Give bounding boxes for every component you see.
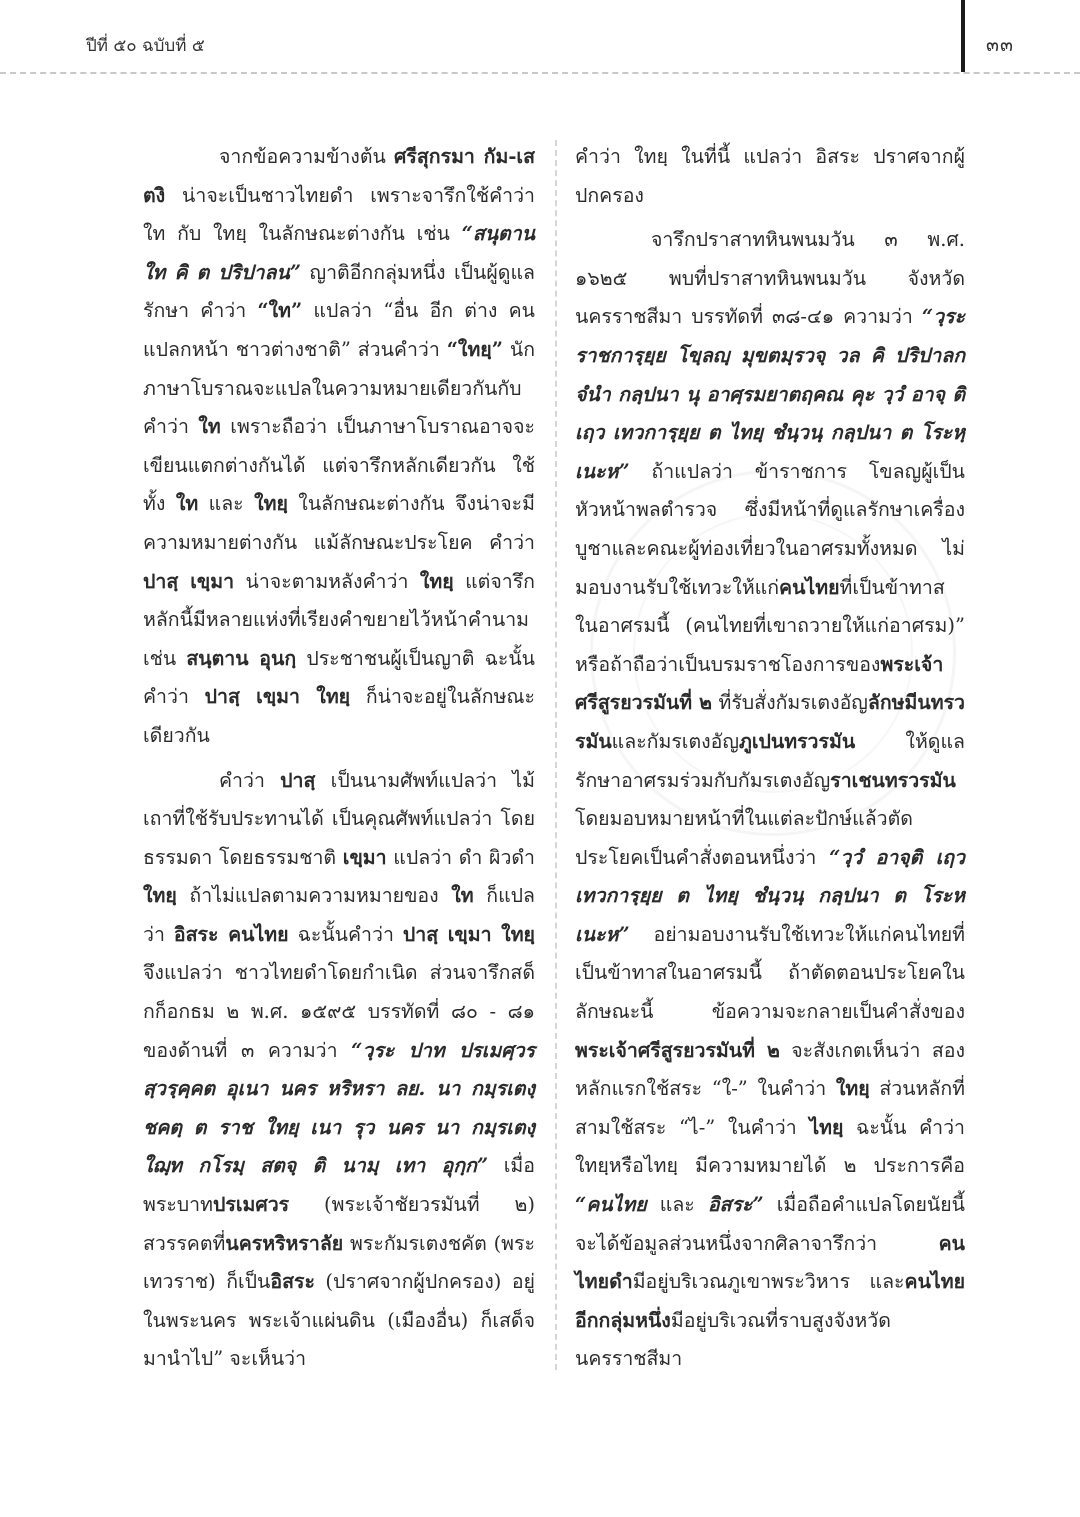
emphasized-text: “วฺระ ราชการฺยฺย โขฺลญฺ มุขตมฺรวจฺ วล คิ ปริปาลก จํนำ กลฺปนา นุ อาศฺรมยาตฤคณ คุะ วฺวํ อาจฺ ติ เฤว เทวการฺยฺย ต ไทยฺ ชํนฺวนฺ กลฺปนา ต โระหฺ เนะห”: [575, 305, 965, 483]
emphasized-text: ปาสฺ: [280, 768, 316, 792]
emphasized-text: ใทยฺ: [254, 492, 288, 516]
text-run: ที่เป็นข้าทาสในอาศรมนี้ (คนไทยที่เขาถวายให้แก่อาศรม)” หรือถ้าถือว่าเป็นบรมราชโองการของ: [575, 575, 965, 676]
text-run: เมื่อถือคำแปลโดยนัยนี้ จะได้ข้อมูลส่วนหนึ่งจากศิลาจารึกว่า: [575, 1193, 965, 1255]
text-run: นักภาษาโบราณจะแปลในความหมายเดียวกันกับคำว่า: [143, 337, 535, 439]
emphasized-text: ใท: [175, 492, 199, 516]
emphasized-text: “สนุตาน ใท คิ ต ปริปาลน”: [143, 222, 535, 284]
emphasized-text: ปาสฺ เขฺมา ใทยฺ: [204, 685, 351, 709]
text-run: (ปราศจากผู้ปกครอง) อยู่ในพระนคร พระเจ้าแผ่นดิน (เมืองอื่น) ก็เสด็จมานำไป” จะเห็นว่า: [143, 1270, 535, 1371]
text-run: เพราะถือว่า เป็นภาษาโบราณอาจจะเขียนแตกต่างกันได้ แต่จารึกหลักเดียวกัน ใช้ทั้ง: [143, 415, 535, 516]
column-divider: [555, 140, 557, 1370]
emphasized-text: พระเจ้าศรีสูรยวรมันที่ ๒: [575, 652, 944, 715]
text-run: จารึกปราสาทหินพนมวัน ๓ พ.ศ. ๑๖๒๕ พบที่ปราสาทหินพนมวัน จังหวัดนครราชสีมา บรรทัดที่ ๓๘-๔๑ ความว่า: [575, 228, 965, 329]
right-column: [575, 138, 965, 1379]
emphasized-text: “วฺวํ อาจฺติ เฤว เทวการฺยฺย ต ไทยฺ ชํนฺวนฺ กลฺปนา ต โระห เนะห”: [575, 845, 965, 946]
page-number: ๓๓: [986, 34, 1014, 56]
issue-label: ปีที่ ๕๐ ฉบับที่ ๕: [86, 36, 205, 56]
emphasized-text: ปาสฺ เขฺมา: [143, 569, 235, 593]
left-column: [143, 138, 535, 1379]
emphasized-text: อิสระ: [270, 1270, 315, 1294]
text-run: เมื่อพระบาท: [143, 1154, 535, 1217]
header-divider: [961, 0, 965, 72]
emphasized-text: ไทยฺ: [809, 1115, 844, 1139]
text-run: แปลว่า “อื่น อีก ต่าง คนแปลกหน้า ชาวต่างชาติ” ส่วนคำว่า: [143, 299, 536, 361]
emphasized-text: ราเชนทรวรมัน: [830, 768, 956, 792]
emphasized-text: ศรีสุกรมา กัม-เสตงิ: [143, 145, 535, 207]
emphasized-text: ใท: [198, 415, 221, 439]
emphasized-text: คนไทยดำ: [575, 1231, 965, 1294]
text-run: ประชาชนผู้เป็นญาติ ฉะนั้น คำว่า: [143, 646, 536, 709]
emphasized-text: พระเจ้าศรีสูรยวรมันที่ ๒: [575, 1038, 780, 1062]
paragraph: [143, 762, 535, 1380]
paragraph: [143, 138, 535, 756]
text-run: (พระเจ้าชัยวรมันที่ ๒) สวรรคตที่: [143, 1193, 535, 1255]
paragraph: [575, 221, 965, 1379]
emphasized-text: ภูเปนทรวรมัน: [738, 729, 856, 753]
text-run: ให้ดูแลรักษาอาศรมร่วมกับกัมรเตงอัญ: [575, 729, 965, 792]
text-run: น่าจะเป็นชาวไทยดำ เพราะจารึกใช้คำว่า ใท กับ ใทยฺ ในลักษณะต่างกัน เช่น: [143, 183, 535, 246]
text-run: น่าจะตามหลังคำว่า: [234, 569, 420, 593]
text-run: ญาติอีกกลุ่มหนึ่ง เป็นผู้ดูแลรักษา คำว่า: [143, 260, 535, 323]
emphasized-text: นครหริหราลัย: [225, 1231, 344, 1255]
text-run: ฉะนั้นคำว่า: [288, 922, 403, 946]
text-run: แต่จารึกหลักนี้มีหลายแห่งที่เรียงคำขยายไว้หน้าคำนาม เช่น: [143, 569, 535, 670]
emphasized-text: ปาสฺ เขฺมา ใทยฺ: [402, 922, 535, 946]
text-run: ก็แปลว่า: [143, 884, 535, 946]
paragraph: [575, 138, 965, 215]
text-run: คำว่า ใทยฺ ในที่นี้ แปลว่า อิสระ ปราศจากผู้ปกครอง: [575, 145, 965, 207]
text-run: มีอยู่บริเวณภูเขาพระวิหาร และ: [632, 1270, 905, 1294]
text-run: ถ้าไม่แปลตามความหมายของ: [176, 884, 452, 908]
emphasized-text: คนไทย: [779, 575, 840, 599]
text-run: จะสังเกตเห็นว่า สองหลักแรกใช้สระ “ใ-” ในคำว่า: [575, 1038, 965, 1101]
text-run: ส่วนหลักที่สามใช้สระ “ไ-” ในคำว่า: [575, 1077, 965, 1139]
page-header: [0, 0, 1080, 74]
text-run: และ: [646, 1193, 708, 1217]
text-run: ก็น่าจะอยู่ในลักษณะเดียวกัน: [143, 685, 535, 747]
text-run: ในลักษณะต่างกัน จึงน่าจะมีความหมายต่างกัน แม้ลักษณะประโยค คำว่า: [143, 492, 536, 554]
emphasized-text: สนฺตาน อุนกฺ: [186, 646, 297, 670]
emphasized-text: “คนไทย: [575, 1193, 647, 1217]
text-run: ที่รับสั่งกัมรเตงอัญ: [712, 691, 868, 715]
text-run: จากข้อความข้างต้น: [219, 145, 395, 168]
header-rule: [0, 72, 1080, 74]
emphasized-text: ลักษมีนทรวรมัน: [575, 691, 965, 753]
text-run: ฉะนั้น คำว่าใทยฺหรือไทยฺ มีความหมายได้ ๒ ประการคือ: [575, 1115, 965, 1178]
text-run: และกัมรเตงอัญ: [611, 729, 739, 753]
text-run: ถ้าแปลว่า ข้าราชการ โขลญผู้เป็นหัวหน้าพลตำรวจ ซึ่งมีหน้าที่ดูแลรักษาเครื่องบูชาและคณะผู้ท่องเที่ยวในอาศรมทั้งหมด ไม่มอบงานรับใช้เทวะให้แก่: [575, 459, 965, 599]
emphasized-text: “ใทยฺ”: [446, 337, 503, 361]
text-run: แปลว่า ดำ ผิวดำ: [386, 845, 536, 869]
text-run: จึงแปลว่า ชาวไทยดำโดยกำเนิด ส่วนจารึกสด็กก็อกธม ๒ พ.ศ. ๑๕๙๕ บรรทัดที่ ๘๐ - ๘๑ ของด้านที่ ๓ ความว่า: [143, 961, 535, 1062]
text-run: และ: [198, 492, 255, 516]
text-run: คำว่า: [219, 768, 281, 792]
text-run: พระกัมรเตงชคัต (พระเทวราช) ก็เป็น: [143, 1231, 535, 1294]
emphasized-text: อิสระ คนไทย: [173, 922, 289, 946]
text-run: เป็นนามศัพท์แปลว่า ไม้เถาที่ใช้รับประทานได้ เป็นคุณศัพท์แปลว่า โดยธรรมดา โดยธรรมชาติ: [143, 768, 535, 869]
text-run: อย่ามอบงานรับใช้เทวะให้แก่คนไทยที่เป็นข้าทาสในอาศรมนี้ ถ้าตัดตอนประโยคในลักษณะนี้ ข้อความจะกลายเป็นคำสั่งของ: [575, 922, 965, 1024]
emphasized-text: ใทยฺ: [419, 569, 454, 593]
emphasized-text: “วฺระ ปาท ปรเมศฺวร สฺวรฺคฺคต อุเนา นคร หริหรา ลย. นา กมฺรเตงฺ ชคตฺ ต ราช ใทยฺ เนา รุว นคร นา กมฺรเตงฺ ใฌฺท กโรมฺ สตจฺ ติ นามฺ เทา อุกฺก”: [143, 1038, 536, 1178]
emphasized-text: เขฺมา: [342, 845, 387, 869]
emphasized-text: ใท: [451, 884, 474, 908]
emphasized-text: อิสระ”: [707, 1193, 764, 1217]
text-run: โดยมอบหมายหน้าที่ในแต่ละปักษ์แล้วตัดประโยคเป็นคำสั่งตอนหนึ่งว่า: [575, 807, 913, 869]
emphasized-text: คนไทยอีกกลุ่มหนึ่ง: [575, 1270, 965, 1332]
emphasized-text: ใทยฺ: [143, 884, 177, 908]
emphasized-text: ปรเมศวร: [212, 1193, 290, 1217]
emphasized-text: ใทยฺ: [835, 1077, 870, 1101]
text-run: มีอยู่บริเวณที่ราบสูงจังหวัดนครราชสีมา: [575, 1308, 891, 1371]
emphasized-text: “ใท”: [257, 299, 303, 323]
